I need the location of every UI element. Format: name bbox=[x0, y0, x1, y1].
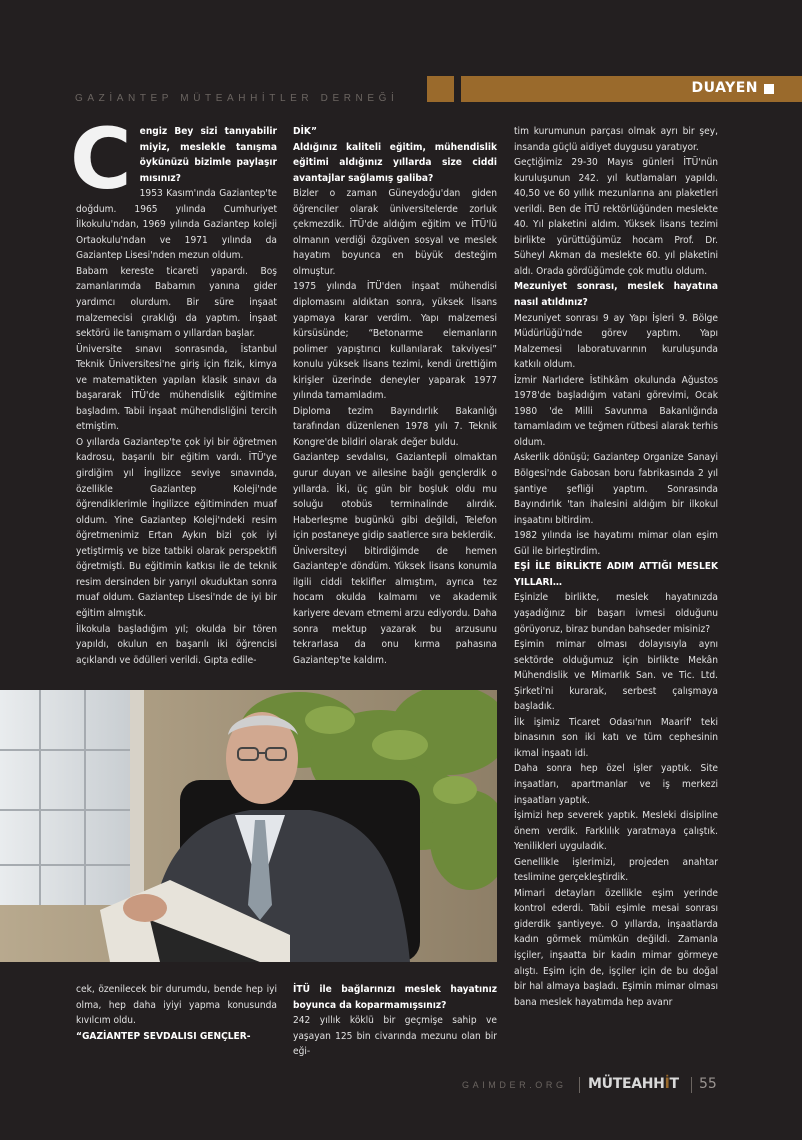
subheading-career-years: EŞİ İLE BİRLİKTE ADIM ATTIĞI MESLEK YILLARI… bbox=[514, 561, 718, 588]
paragraph: Geçtiğimiz 29-30 Mayıs günleri İTÜ'nün kuruluşunun 242. yıl kutlamaları yapıldı. 40,50 ve 60 yıllık mezunlarına anı plaketleri verildi. Ben de İTÜ rektörlüğünden meslekte 40. Yıl plaketini aldım. Yüksek lisans tezimi birlikte yürüttüğümüz hocam Prof. Dr. Süheyl Akman da meslekte 60. yıl plaketini aldı. Orada gördüğümde çok mutlu oldum. bbox=[514, 157, 718, 277]
section-header-bar bbox=[461, 76, 802, 102]
column-3 bbox=[514, 124, 718, 1010]
paragraph: Üniversite sınavı sonrasında, İstanbul Teknik Üniversitesi'ne giriş için fizik, kimya ve matematikten yapılan klasik sınavı da başararak İTÜ'de mühendislik eğitimine başladım. Tabii inşaat mühendisliğini tercih etmiştim. bbox=[76, 343, 277, 433]
paragraph: Bizler o zaman Güneydoğu'dan giden öğrenciler olarak üniversitelerde zorluk çekmezdik. İTÜ'de aldığım eğitim ve İTÜ'lü olmanın verdiği özgüven sosyal ve meslek hayatım boyunca en büyük desteğim olmuştur. bbox=[293, 188, 497, 277]
paragraph: 1975 yılında İTÜ'den inşaat mühendisi diplomasını aldıktan sonra, yüksek lisans yapmaya karar verdim. Yapı malzemesi kürsüsünde; “Betonarme elemanların polimer yapıştırıcı kullanılarak takviyesi” konulu yüksek lisans tezimi, kendi ürettiğim kirişler üzerinde deneyler yaparak 1977 yılında tamamladım. bbox=[293, 281, 497, 402]
paragraph: 1953 Kasım'ında Gaziantep'te doğdum. 1965 yılında Cumhuriyet İlkokulu'ndan, 1969 yılında Gaziantep koleji Ortaokulu'ndan ve 1971 yılında da Gaziantep Lisesi'nden mezun oldum. bbox=[76, 188, 277, 262]
website-url: GAIMDER.ORG bbox=[462, 1080, 567, 1090]
paragraph: Daha sonra hep özel işler yaptık. Site inşaatları, apartmanlar ve iş merkezi inşaatları yaptık. bbox=[514, 763, 718, 806]
portrait-illustration bbox=[0, 690, 497, 962]
subheading-gaziantep-lovers: “GAZİANTEP SEVDALISI GENÇLER- bbox=[76, 1030, 251, 1042]
header-accent-square bbox=[427, 76, 454, 102]
magazine-logo bbox=[588, 1076, 679, 1092]
paragraph: cek, özenilecek bir durumdu, bende hep iyi olma, hep daha iyiyi yapma konusunda kıvılcım oldu. bbox=[76, 984, 277, 1027]
column-2-continued bbox=[293, 982, 497, 1060]
footer-divider bbox=[691, 1077, 692, 1093]
paragraph: Mimari detayları özellikle eşim yerinde kontrol ederdi. Tabii eşimle mesai sonrası giderdik şantiyeye. O yıllarda, inşaatlarda kadın görmek mümkün değildi. Zamanla işçiler, inşaatta bir kadın mimar görmeye alıştı. Eşim için de, işçiler için de bu doğal bir hal almaya başladı. Eşimin mimar olması bana meslek hayatımda hep avanr bbox=[514, 887, 718, 1008]
paragraph: 242 yıllık köklü bir geçmişe sahip ve yaşayan 125 bin civarında mezunu olan bir eği- bbox=[293, 1015, 497, 1058]
paragraph: İzmir Narlıdere İstihkâm okulunda Ağustos 1978'de başladığım vatani görevimi, Ocak 1980 'de Milli Savunma Bakanlığında tamamladım ve teğmen rütbesi alarak terhis oldum. bbox=[514, 374, 718, 448]
paragraph: Gaziantep sevdalısı, Gaziantepli olmaktan gurur duyan ve ailesine bağlı gençlerdik o yıllarda. İki, üç gün bir boşluk oldu mu soluğu otobüs terminalinde alırdık. Haberleşme bugünkü gibi değildi, Telefon için postaneye gidip saatlerce sıra beklerdik. bbox=[293, 452, 497, 542]
question-intro: engiz Bey sizi tanıyabilir miyiz, meslekle tanışma öykünüzü bizimle paylaşır mısınız? bbox=[139, 126, 277, 184]
paragraph: İlk işimiz Ticaret Odası'nın Maarif' teki binasının son iki katı ve tüm cephesinin ikmal inşaatı idi. bbox=[514, 716, 718, 759]
question-itu-ties: İTÜ ile bağlarınızı meslek hayatınız boyunca da koparmamışsınız? bbox=[293, 984, 497, 1011]
column-1-continued bbox=[76, 982, 277, 1044]
footer-divider bbox=[579, 1077, 580, 1093]
paragraph: Eşimin mimar olması dolayısıyla aynı sektörde olduğumuz için birlikte Mekân Mühendislik ve Mimarlık San. ve Tic. Ltd. Şirketi'ni kurarak, serbest çalışmaya başladık. bbox=[514, 639, 718, 713]
paragraph: Babam kereste ticareti yapardı. Boş zamanlarımda Babamın yanına gider yardımcı olurdum. Bir süre inşaat malzemecisi çıraklığı da yaptım. İnşaat sektörü ile tanışmam o yıllardan başlar. bbox=[76, 265, 277, 340]
section-square-icon bbox=[764, 84, 774, 94]
paragraph: Genellikle işlerimizi, projeden anahtar teslimine gerçekleştirdik. bbox=[514, 856, 718, 884]
paragraph: Üniversiteyi bitirdiğimde de hemen Gaziantep'e döndüm. Yüksek lisans konumla ilgili ciddi teklifler almıştım, ayrıca tez hocam okulda kalmamı ve akademik kariyere devam etmemi arzu ediyordu. Daha sonra mektup yazarak bu arzusunu tekrarlasa da onu kırma pahasına Gaziantep'te kaldım. bbox=[293, 545, 497, 666]
portrait-photo bbox=[0, 690, 497, 962]
association-name: GAZİANTEP MÜTEAHHİTLER DERNEĞİ bbox=[75, 93, 399, 104]
question-education: Aldığınız kaliteli eğitim, mühendislik eğitimi aldığınız yıllarda size ciddi avantajlar sağlamış galiba? bbox=[293, 141, 497, 184]
paragraph: Diploma tezim Bayındırlık Bakanlığı tarafından düzenlenen 1978 yılı 7. Teknik Kongre'de bildiri olarak değer buldu. bbox=[293, 405, 497, 448]
drop-cap: C bbox=[70, 110, 132, 208]
paragraph: İlkokula başladığım yıl; okulda bir tören yapıldı, okulun en başarılı iki öğrencisi açıklandı ve ödülleri verildi. Gıpta edile- bbox=[76, 623, 277, 666]
paragraph: Askerlik dönüşü; Gaziantep Organize Sanayi Bölgesi'nde Gabosan boru fabrikasında 2 yıl şantiye şefliği yaptım. Sonrasında Bayındırlık 'tan ihalesini aldığım bir ilkokul inşaatını bitirdim. bbox=[514, 452, 718, 526]
logo-text-a: MÜTEAHH bbox=[588, 1076, 665, 1092]
paragraph: tim kurumunun parçası olmak ayrı bir şey, insanda güçlü aidiyet duygusu yaratıyor. bbox=[514, 126, 718, 153]
column-2 bbox=[293, 124, 497, 668]
logo-text-accent: İ bbox=[664, 1076, 670, 1092]
heading-continuation: DİK” bbox=[293, 126, 317, 137]
question-career: Mezuniyet sonrası, meslek hayatına nasıl atıldınız? bbox=[514, 281, 718, 309]
logo-text-c: T bbox=[669, 1076, 679, 1092]
paragraph: İşimizi hep severek yaptık. Mesleki disipline önem verdik. Farklılık yaratmaya çalıştık. Yenilikleri uyguladık. bbox=[514, 810, 718, 853]
paragraph: O yıllarda Gaziantep'te çok iyi bir öğretmen kadrosu, başarılı bir eğitim vardı. İTÜ'ye girdiğim yıl İngilizce seviye sınavında, özellikle Gaziantep Koleji'nde öğrendiklerimle İngilizce eğitiminden muaf oldum. Yine Gaziantep Koleji'ndeki resim öğretmenimiz Ertan Aykın bizi çok iyi yetiştirmiş ve bize tatbiki olarak perspektifi öğretmişti. Bu eğitimin katkısı ile de teknik resim dersinden bir yarıyıl okuduktan sonra muaf oldum. Gaziantep Lisesi'nde de iyi bir eğitim almıştık. bbox=[76, 436, 277, 619]
paragraph: 1982 yılında ise hayatımı mimar olan eşim Gül ile birleştirdim. bbox=[514, 530, 718, 557]
paragraph: Eşinizle birlikte, meslek hayatınızda yaşadığınız bir başarı ivmesi olduğunu görüyoruz, biraz bundan bahseder misiniz? bbox=[514, 592, 718, 635]
column-1 bbox=[70, 110, 277, 668]
section-label: DUAYEN bbox=[691, 80, 758, 96]
paragraph: Mezuniyet sonrası 9 ay Yapı İşleri 9. Bölge Müdürlüğü'nde görev yaptım. Yapı Malzemesi laboratuvarının kuruluşunda katkılı oldum. bbox=[514, 312, 718, 371]
page-number: 55 bbox=[699, 1076, 717, 1092]
